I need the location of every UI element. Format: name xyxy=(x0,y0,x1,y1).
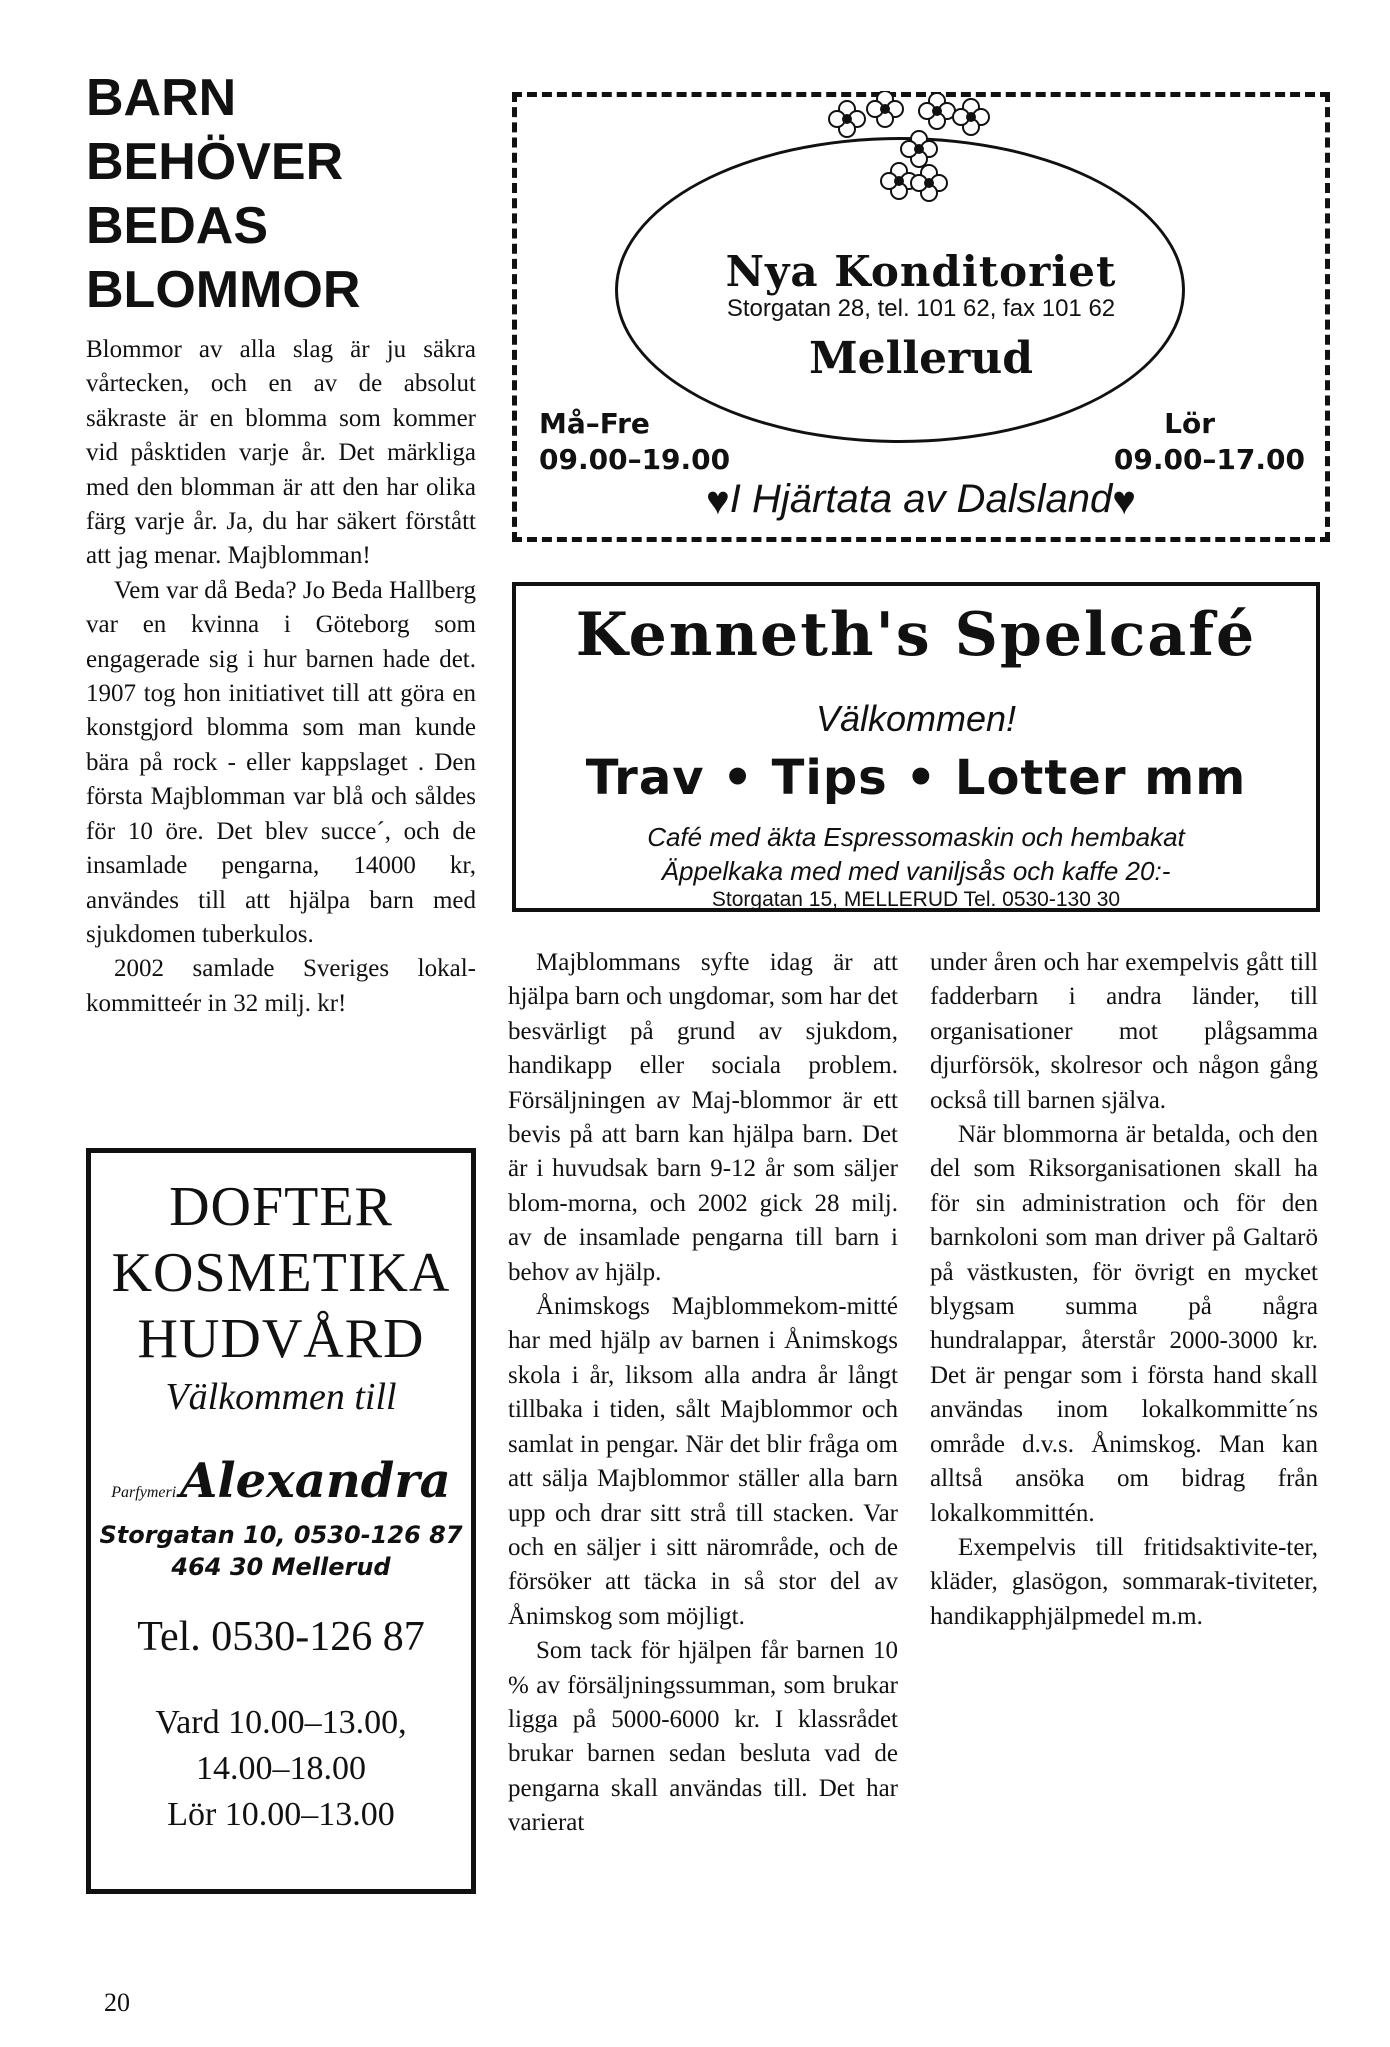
konditori-name: Nya Konditoriet xyxy=(725,247,1117,296)
dofter-brand-row xyxy=(91,1453,471,1509)
dofter-hours: Lör 10.00–13.00 xyxy=(167,1796,395,1833)
dofter-line: HUDVÅRD xyxy=(137,1308,425,1370)
saturday-hours: 09.00–17.00 xyxy=(1113,443,1305,476)
paragraph: När blommorna är betalda, och den del som Riksorganisationen skall ha för sin administration och för den barnkoloni som man driver på Galtarö på västkusten, för övrigt en mycket blygsam summa på några hundralappar, återstår 2000-3000 kr. Det är pengar som i första hand skall användas inom lokalkommitte´ns område d.v.s. Ånimskog. Man kan alltså ansöka om bidrag från lokalkommittén. xyxy=(930,1121,1318,1527)
paragraph: Blommor av alla slag är ju säkra vårtecken, och en av de absolut säkraste är en blomma som kommer vid påsktiden varje år. Det märkliga med den blomman är att den har olika färg varje år. Ja, du har säkert förstått att jag menar. Majblomman! xyxy=(86,336,476,570)
dofter-address: 464 30 Mellerud xyxy=(171,1553,391,1581)
konditori-slogan xyxy=(517,477,1325,524)
weekday-label: Må–Fre xyxy=(539,407,650,440)
article-column-2 xyxy=(508,946,898,1841)
heart-icon: ♥ xyxy=(1112,478,1136,523)
heart-icon: ♥ xyxy=(706,478,730,523)
dofter-welcome: Välkommen till xyxy=(165,1376,397,1418)
dofter-line: DOFTER xyxy=(169,1176,393,1238)
dofter-hours: 14.00–18.00 xyxy=(196,1750,366,1787)
headline-line: BLOMMOR xyxy=(86,261,361,319)
konditori-town: Mellerud xyxy=(808,333,1034,384)
article-column-3 xyxy=(930,946,1318,1634)
paragraph: Exempelvis till fritidsaktivite-ter, kläder, glasögon, sommarak-tiviteter, handikapphjälpmedel m.m. xyxy=(930,1533,1318,1630)
dofter-brand: Alexandra xyxy=(180,1453,451,1509)
slogan-text: I Hjärtata av Dalsland xyxy=(729,477,1113,521)
dofter-ad xyxy=(86,1148,476,1894)
spelcafe-description: Äppelkaka med med vaniljsås och kaffe 20:- xyxy=(661,856,1171,886)
article-headline xyxy=(86,66,386,322)
saturday-label: Lör xyxy=(1164,407,1215,440)
spelcafe-welcome: Välkommen! xyxy=(815,698,1017,739)
paragraph: Majblommans syfte idag är att hjälpa barn och ungdomar, som har det besvärligt på grund av sjukdom, handikapp eller sociala problem. Försäljningen av Maj-blommor är ett bevis på att barn kan hjälpa barn. Det är i huvudsak barn 9-12 år som säljer blom-morna, och 2002 gick 28 milj. av de insamlade pengarna till barn i behov av hjälp. xyxy=(508,949,898,1286)
headline-line: BEHÖVER xyxy=(86,133,344,191)
dofter-brand-prefix: Parfymeri xyxy=(111,1484,177,1501)
spelcafe-description: Café med äkta Espressomaskin och hembakat xyxy=(647,822,1185,852)
page-number: 20 xyxy=(104,1988,130,2017)
dofter-hours: Vard 10.00–13.00, xyxy=(155,1704,407,1741)
konditori-ad xyxy=(512,92,1330,542)
spelcafe-title: Kenneth's Spelcafé xyxy=(575,600,1257,670)
konditori-address: Storgatan 28, tel. 101 62, fax 101 62 xyxy=(726,295,1116,322)
dofter-tel: Tel. 0530-126 87 xyxy=(137,1614,425,1660)
article-column-1 xyxy=(86,333,476,1021)
paragraph: Ånimskogs Majblommekom-mitté har med hjälp av barnen i Ånimskogs skola i år, liksom alla andra år långt tillbaka i tiden, sålt Majblommor och samlat in pengar. När det blir fråga om att sälja Majblommor ställer alla barn upp och drar sitt strå till stacken. Var och en säljer i sitt närområde, och de försöker att täcka in så stor del av Ånimskog som möjligt. xyxy=(508,1293,898,1630)
paragraph: Som tack för hjälpen får barnen 10 % av försäljningssumman, som brukar ligga på 5000-6000 kr. I klassrådet brukar barnen sedan besluta vad de pengarna skall användas till. Det har varierat xyxy=(508,1637,898,1837)
dofter-address: Storgatan 10, 0530-126 87 xyxy=(99,1521,463,1549)
spelcafe-address: Storgatan 15, MELLERUD Tel. 0530-130 30 xyxy=(711,888,1121,911)
weekday-hours: 09.00–19.00 xyxy=(539,443,731,476)
headline-line: BARN xyxy=(86,69,237,127)
dofter-line: KOSMETIKA xyxy=(111,1242,451,1304)
paragraph: 2002 samlade Sveriges lokal-kommitteér in 32 milj. kr! xyxy=(86,955,476,1017)
paragraph: under åren och har exempelvis gått till fadderbarn i andra länder, till organisationer mot plågsamma djurförsök, skolresor och någon gång också till barnen själva. xyxy=(930,949,1318,1114)
flowers-icon xyxy=(807,91,1007,211)
paragraph: Vem var då Beda? Jo Beda Hallberg var en kvinna i Göteborg som engagerade sig i hur barnen hade det. 1907 tog hon initiativet till att göra en konstgjord blomma som man kunde bära på rock - eller kappslaget . Den första Majblomman var blå och såldes för 10 öre. Det blev succe´, och de insamlade pengarna, 14000 kr, användes till att hjälpa barn med sjukdomen tuberkulos. xyxy=(86,576,476,948)
headline-line: BEDAS xyxy=(86,197,269,255)
spelcafe-ad xyxy=(512,582,1320,912)
spelcafe-games: Trav • Tips • Lotter mm xyxy=(585,750,1247,806)
